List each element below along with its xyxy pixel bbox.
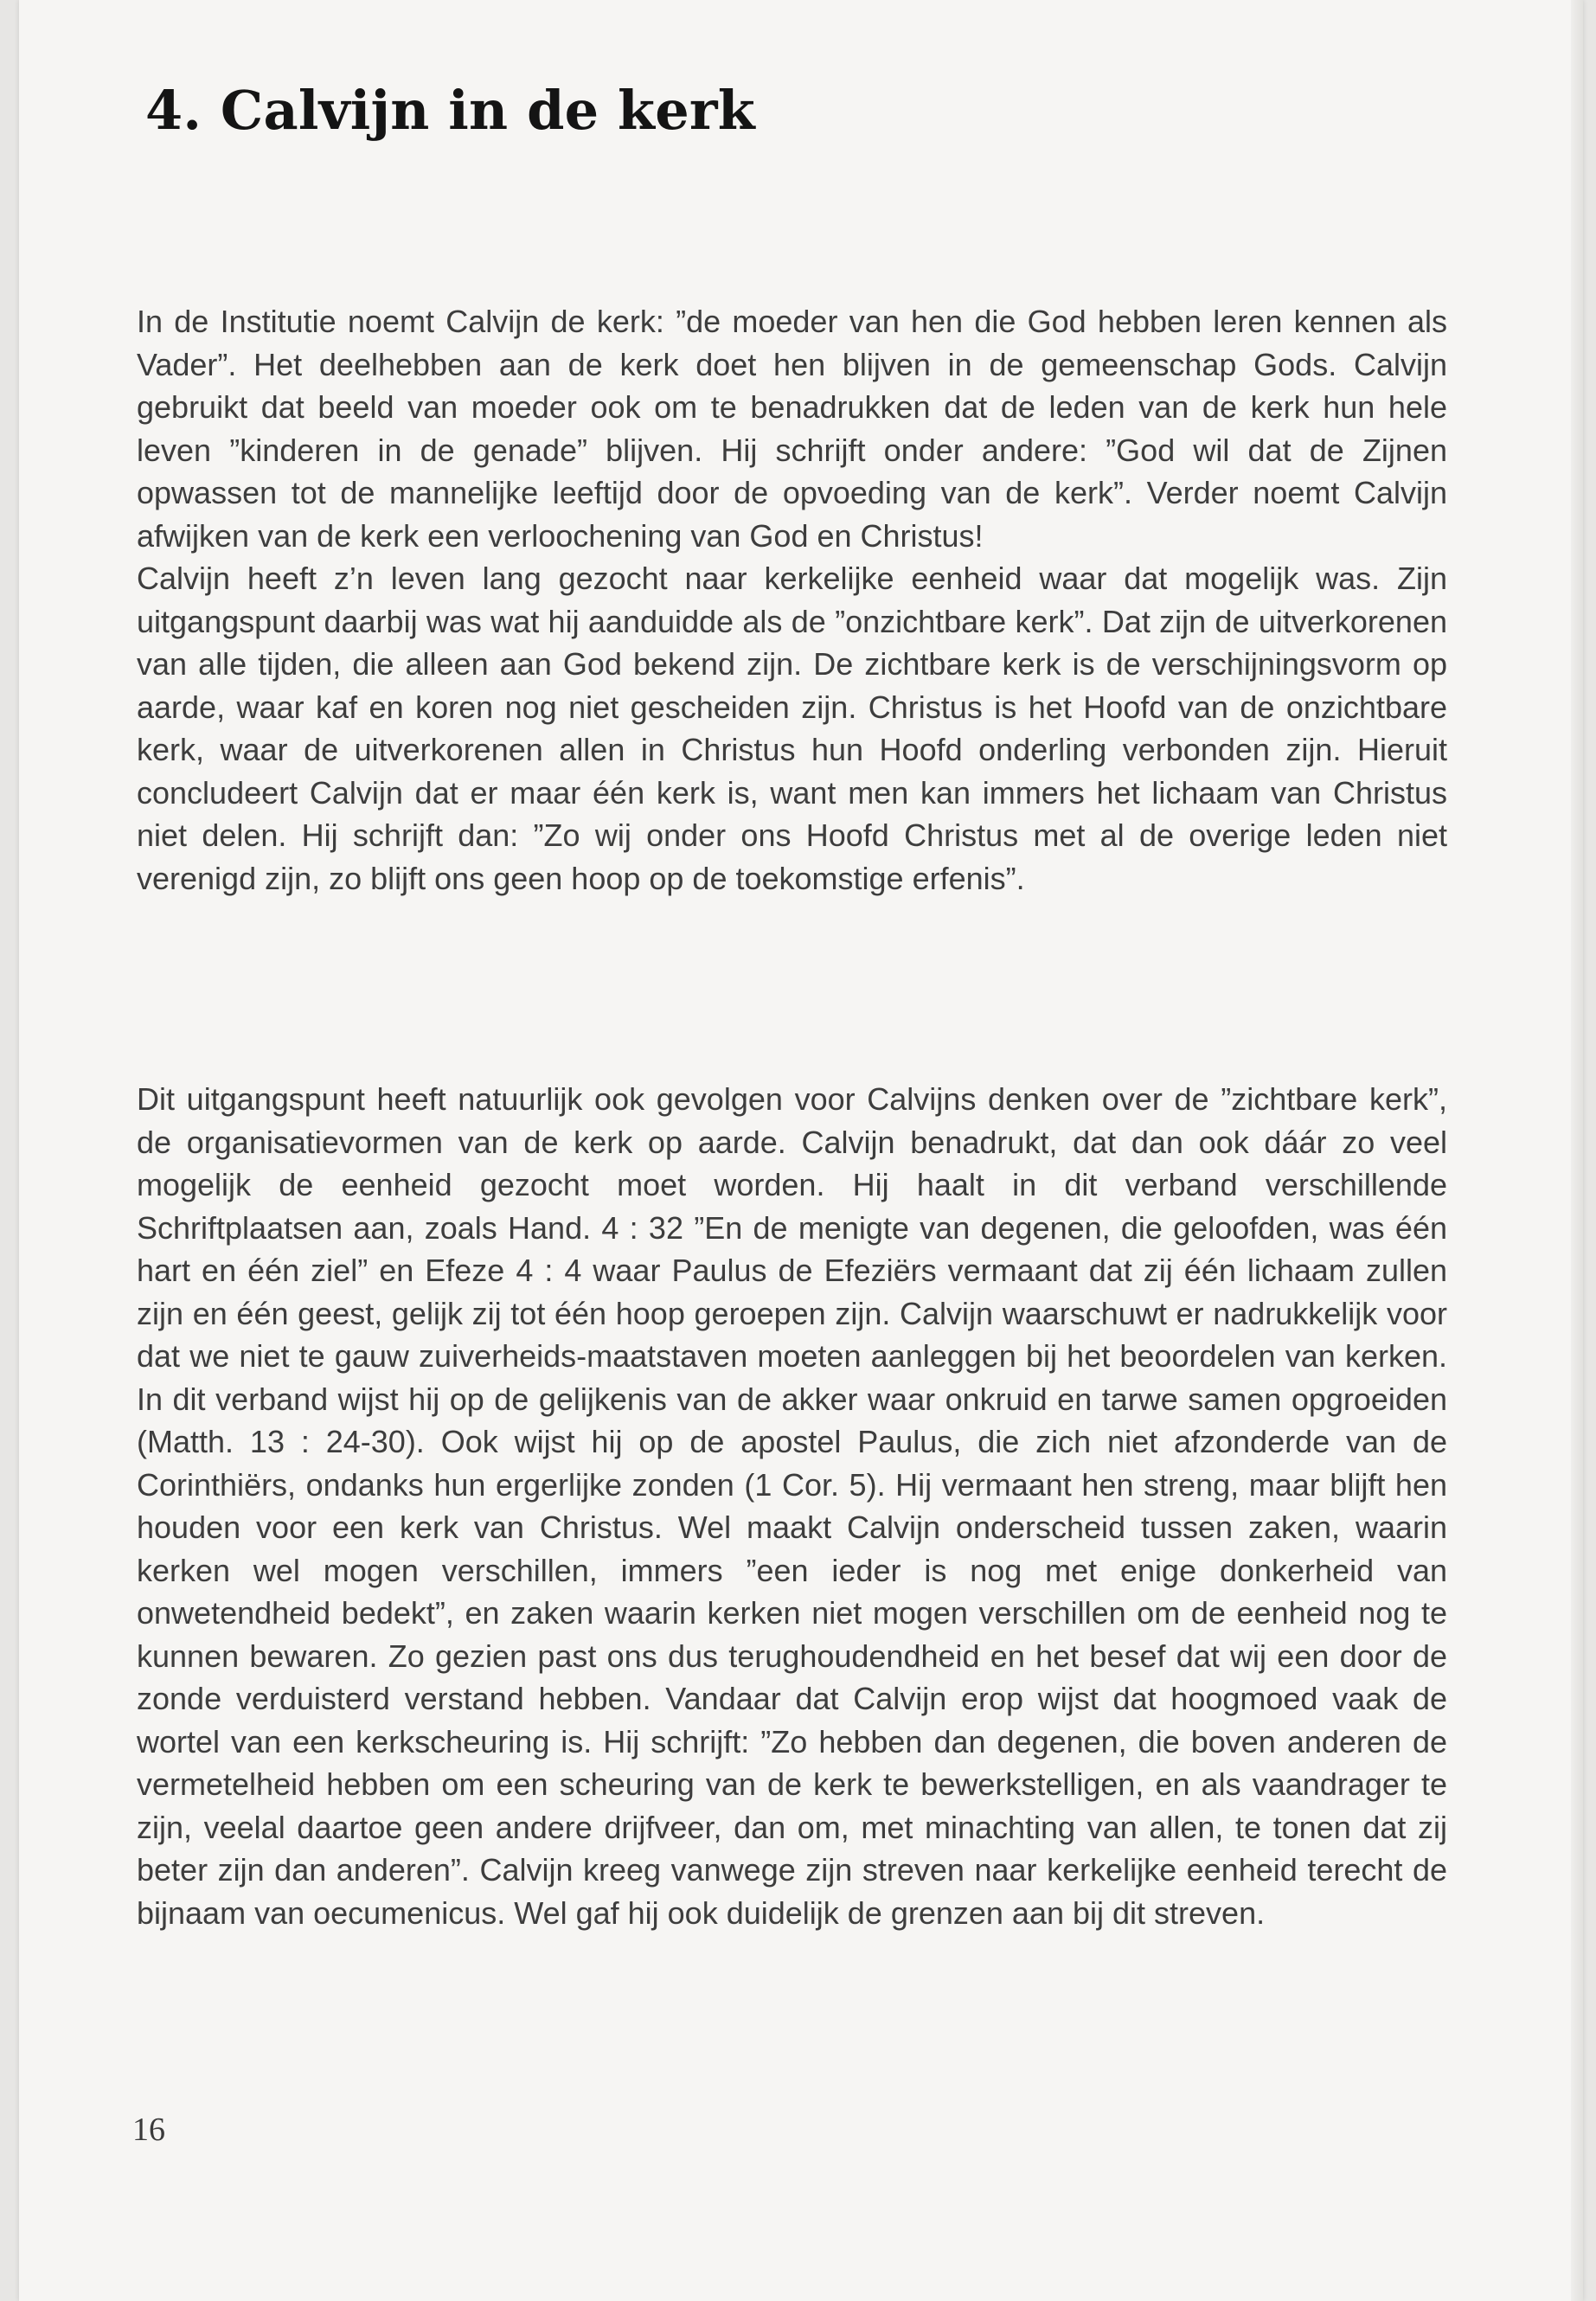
text-block-intro: [137, 300, 1447, 900]
paragraph-moeder-kerk: In de Institutie noemt Calvijn de kerk: ”de moeder van hen die God hebben leren kennen als Vader”. Het deelhebben aan de kerk doet hen blijven in de gemeenschap Gods. Calvijn gebruikt dat beeld van moeder ook om te benadrukken dat de leden van de kerk hun hele leven ”kinderen in de genade” blijven. Hij schrijft onder andere: ”God wil dat de Zijnen opwassen tot de mannelijke leeftijd door de opvoeding van de kerk”. Verder noemt Calvijn afwijken van de kerk een verloochening van God en Christus!: [137, 304, 1447, 554]
page-edge: [1571, 0, 1583, 2301]
chapter-title: 4. Calvijn in de kerk: [145, 79, 755, 142]
paragraph-zichtbare-kerk: Dit uitgangspunt heeft natuurlijk ook gevolgen voor Calvijns denken over de ”zichtbare kerk”, de organisatievormen van de kerk op aarde. Calvijn benadrukt, dat dan ook dáár zo veel mogelijk de eenheid gezocht moet worden. Hij haalt in dit verband verschillende Schriftplaatsen aan, zoals Hand. 4 : 32 ”En de menigte van degenen, die geloofden, was één hart en één ziel” en Efeze 4 : 4 waar Paulus de Efeziërs vermaant dat zij één lichaam zullen zijn en één geest, gelijk zij tot één hoop geroepen zijn. Calvijn waarschuwt er nadrukkelijk voor dat we niet te gauw zuiverheids-maatstaven moeten aanleggen bij het beoordelen van kerken. In dit verband wijst hij op de gelijkenis van de akker waar onkruid en tarwe samen opgroeiden (Matth. 13 : 24-30). Ook wijst hij op de apostel Paulus, die zich niet afzonderde van de Corinthiërs, ondanks hun ergerlijke zonden (1 Cor. 5). Hij vermaant hen streng, maar blijft hen houden voor een kerk van Christus. Wel maakt Calvijn onderscheid tussen zaken, waarin kerken wel mogen verschillen, immers ”een ieder is nog met enige donkerheid van onwetendheid bedekt”, en zaken waarin kerken niet mogen verschillen om de eenheid nog te kunnen bewaren. Zo gezien past ons dus terughoudendheid en het besef dat wij een door de zonde verduisterd verstand hebben. Vandaar dat Calvijn erop wijst dat hoogmoed vaak de wortel van een kerkscheuring is. Hij schrijft: ”Zo hebben dan degenen, die boven anderen de vermetelheid hebben om een scheuring van de kerk te bewerkstelligen, en als vaandrager te zijn, veelal daartoe geen andere drijfveer, dan om, met minachting van allen, te tonen dat zij beter zijn dan anderen”. Calvijn kreeg vanwege zijn streven naar kerkelijke eenheid terecht de bijnaam van oecumenicus. Wel gaf hij ook duidelijk de grenzen aan bij dit streven.: [137, 1081, 1447, 1931]
page-number: 16: [132, 2112, 165, 2148]
paragraph-onzichtbare-kerk: Calvijn heeft z’n leven lang gezocht naar kerkelijke eenheid waar dat mogelijk was. Zijn uitgangspunt daarbij was wat hij aanduidde als de ”onzichtbare kerk”. Dat zijn de uitverkorenen van alle tijden, die alleen aan God bekend zijn. De zichtbare kerk is de verschijningsvorm op aarde, waar kaf en koren nog niet gescheiden zijn. Christus is het Hoofd van de onzichtbare kerk, waar de uitverkorenen allen in Christus hun Hoofd onderling verbonden zijn. Hieruit concludeert Calvijn dat er maar één kerk is, want men kan immers het lichaam van Christus niet delen. Hij schrijft dan: ”Zo wij onder ons Hoofd Christus met al de overige leden niet verenigd zijn, zo blijft ons geen hoop op de toekomstige erfenis”.: [137, 561, 1447, 896]
book-page: [19, 0, 1583, 2301]
text-block-zichtbare-kerk: [137, 1078, 1447, 1934]
